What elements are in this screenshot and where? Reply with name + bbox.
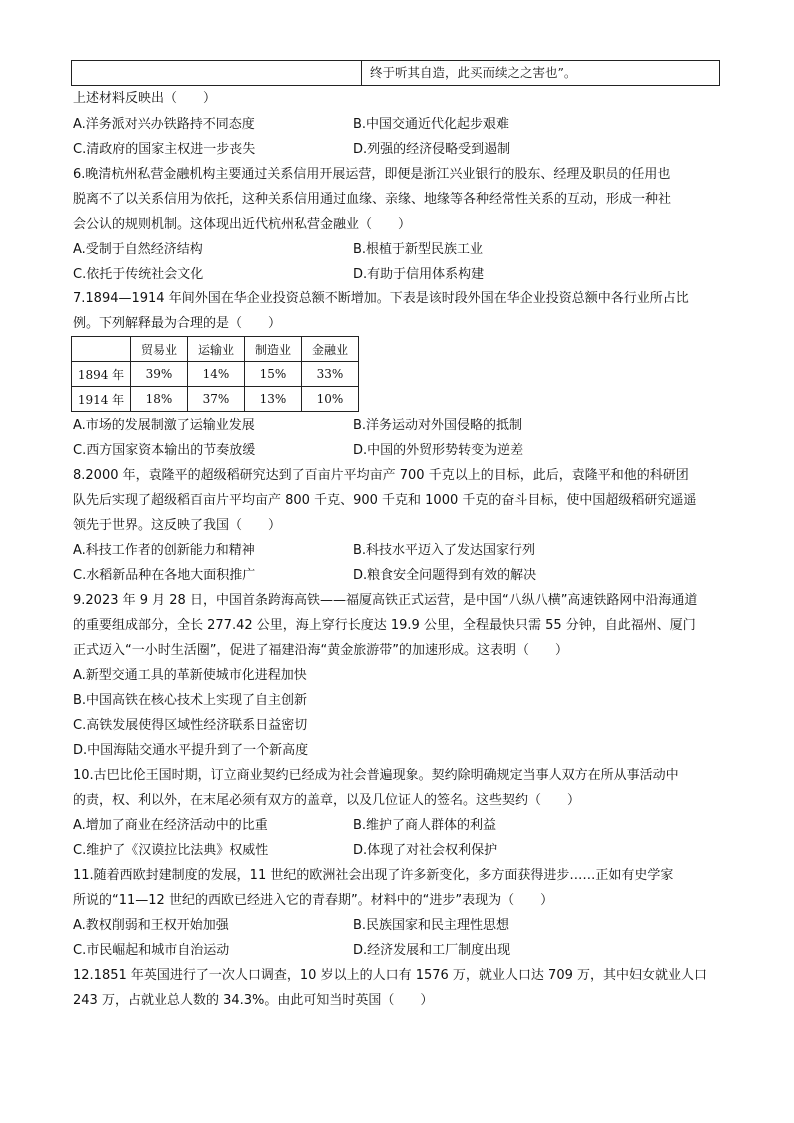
table-header-cell: 金融业 [302,337,359,362]
q10-option-a: A.增加了商业在经济活动中的比重 [73,818,268,833]
q5-option-a: A.洋务派对兴办铁路持不同态度 [73,117,255,132]
q11-option-d: D.经济发展和工厂制度出现 [353,943,511,958]
q7-option-a: A.市场的发展制激了运输业发展 [73,418,255,433]
table-cell: 15% [245,362,302,387]
material-cell-text: 终于听其自造，此买而续之之害也”。 [370,65,577,80]
q7-option-d: D.中国的外贸形势转变为逆差 [353,443,524,458]
table-cell: 1894 年 [72,362,131,387]
q11-option-c: C.市民崛起和城市自治运动 [73,943,230,958]
table-header-row [72,337,359,362]
question-11-line-1: 11.随着西欧封建制度的发展，11 世纪的欧洲社会出现了许多新变化，多方面获得进步……正如有史学家 [73,868,674,883]
table-cell: 39% [131,362,188,387]
q9-option-d: D.中国海陆交通水平提升到了一个新高度 [73,743,309,758]
table-cell: 13% [245,387,302,412]
question-12-line-2: 243 万，占就业总人数的 34.3%。由此可知当时英国（ ） [73,993,434,1008]
q10-option-c: C.维护了《汉谟拉比法典》权威性 [73,843,269,858]
question-10-line-2: 的责，权、利以外，在末尾必须有双方的盖章，以及几位证人的签名。这些契约（ ） [73,793,581,808]
q5-option-b: B.中国交通近代化起步艰难 [353,117,510,132]
q11-option-a: A.教权削弱和王权开始加强 [73,918,229,933]
q5-option-d: D.列强的经济侵略受到遏制 [353,142,511,157]
question-6-line-2: 脱离不了以关系信用为依托，这种关系信用通过血缘、亲缘、地缘等各种经常性关系的互动，形成一种社 [73,192,672,207]
question-6-line-1: 6.晚清杭州私营金融机构主要通过关系信用开展运营，即便是浙江兴业银行的股东、经理及职员的任用也 [73,167,671,182]
table-header-cell: 贸易业 [131,337,188,362]
question-8-line-3: 领先于世界。这反映了我国（ ） [73,518,282,533]
q11-option-b: B.民族国家和民主理性思想 [353,918,510,933]
q7-option-b: B.洋务运动对外国侵略的抵制 [353,418,523,433]
q6-option-a: A.受制于自然经济结构 [73,242,203,257]
q8-option-a: A.科技工作者的创新能力和精神 [73,543,255,558]
question-9-line-1: 9.2023 年 9 月 28 日，中国首条跨海高铁——福厦高铁正式运营，是中国“八纵八横”高速铁路网中沿海通道 [73,593,698,608]
table-header-cell: 运输业 [188,337,245,362]
q6-option-d: D.有助于信用体系构建 [353,267,485,282]
question-6-line-3: 会公认的规则机制。这体现出近代杭州私营金融业（ ） [73,217,412,232]
q6-option-b: B.根植于新型民族工业 [353,242,484,257]
investment-ratio-table [71,336,359,412]
table-cell: 10% [302,387,359,412]
question-8-line-1: 8.2000 年，袁隆平的超级稻研究达到了百亩片平均亩产 700 千克以上的目标，此后，袁隆平和他的科研团 [73,468,689,483]
q8-option-d: D.粮食安全问题得到有效的解决 [353,568,537,583]
q9-option-c: C.高铁发展使得区域性经济联系日益密切 [73,718,308,733]
question-11-line-2: 所说的“11—12 世纪的西欧已经进入它的青春期”。材料中的“进步”表现为（ ） [73,893,554,908]
table-header-cell [72,337,131,362]
question-9-line-2: 的重要组成部分，全长 277.42 公里，海上穿行长度达 19.9 公里，全程最快只需 55 分钟，自此福州、厦门 [73,618,696,633]
q8-option-c: C.水稻新品种在各地大面积推广 [73,568,256,583]
q10-option-b: B.维护了商人群体的利益 [353,818,497,833]
q7-option-c: C.西方国家资本输出的节奏放缓 [73,443,256,458]
material-table-fragment [71,60,720,86]
table-cell: 1914 年 [72,387,131,412]
q10-option-d: D.体现了对社会权利保护 [353,843,498,858]
q5-option-c: C.清政府的国家主权进一步丧失 [73,142,256,157]
question-7-line-2: 例。下列解释最为合理的是（ ） [73,316,282,331]
q8-option-b: B.科技水平迈入了发达国家行列 [353,543,536,558]
q9-option-a: A.新型交通工具的革新使城市化进程加快 [73,668,307,683]
table-divider [361,61,362,85]
question-10-line-1: 10.古巴比伦王国时期，订立商业契约已经成为社会普遍现象。契约除明确规定当事人双方在所从事活动中 [73,768,679,783]
table-row [72,362,359,387]
question-8-line-2: 队先后实现了超级稻百亩片平均亩产 800 千克、900 千克和 1000 千克的奋斗目标，使中国超级稻研究遥遥 [73,493,697,508]
q9-option-b: B.中国高铁在核心技术上实现了自主创新 [73,693,308,708]
table-cell: 37% [188,387,245,412]
table-cell: 33% [302,362,359,387]
question-5-stem: 上述材料反映出（ ） [73,91,217,106]
question-12-line-1: 12.1851 年英国进行了一次人口调查，10 岁以上的人口有 1576 万，就业人口达 709 万，其中妇女就业人口 [73,968,707,983]
question-9-line-3: 正式迈入“一小时生活圈”，促进了福建沿海“黄金旅游带”的加速形成。这表明（ ） [73,643,568,658]
table-cell: 18% [131,387,188,412]
q6-option-c: C.依托于传统社会文化 [73,267,204,282]
table-row [72,387,359,412]
table-header-cell: 制造业 [245,337,302,362]
table-cell: 14% [188,362,245,387]
question-7-line-1: 7.1894—1914 年间外国在华企业投资总额不断增加。下表是该时段外国在华企业投资总额中各行业所占比 [73,291,689,306]
